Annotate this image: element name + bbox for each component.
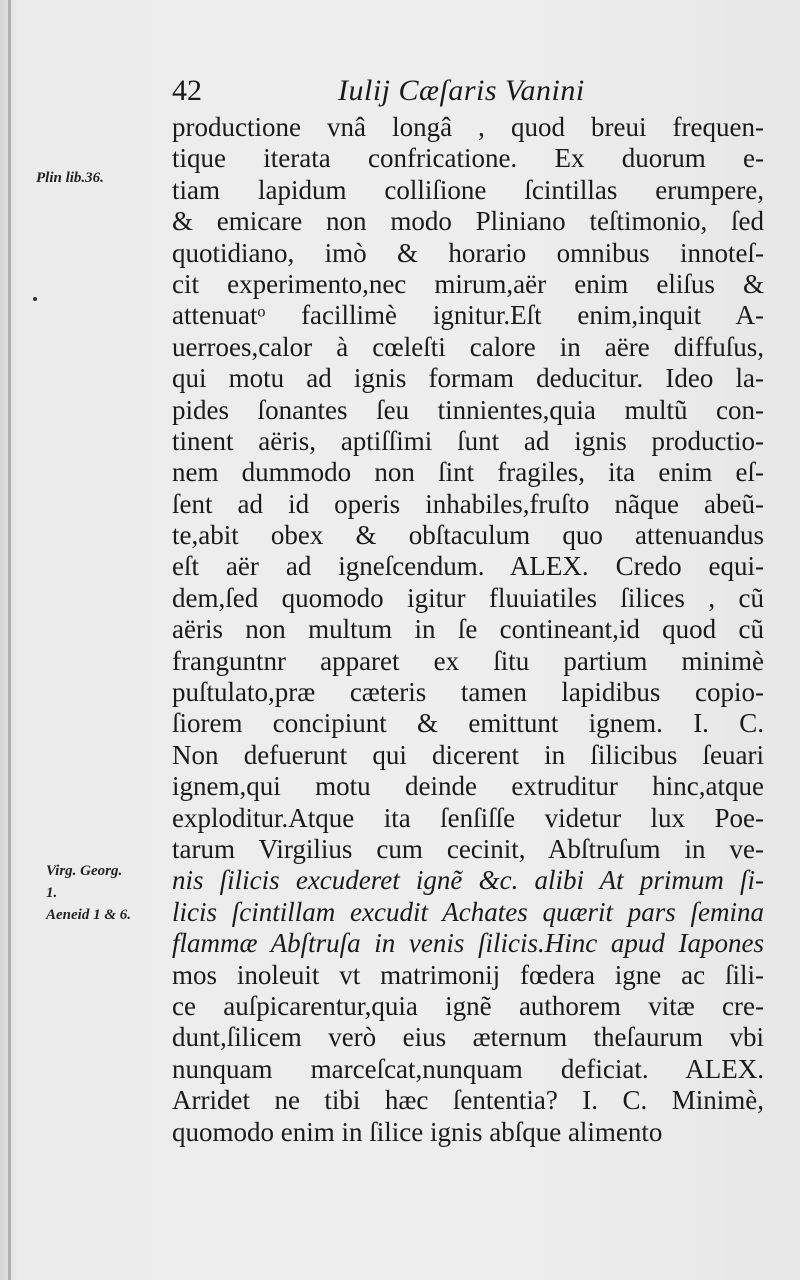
text-line: quomodo enim in ſilice ignis abſque alimento: [172, 1116, 663, 1147]
page-header: [172, 74, 762, 114]
text-line: ce auſpicarentur,quia ignẽ authorem vitæ cre-: [172, 990, 764, 1021]
text-line: tinent aëris, aptiſſimi ſunt ad ignis productio-: [172, 425, 764, 456]
text-line-quote: licis ſcintillam excudit Achates quærit pars ſemina: [172, 896, 764, 927]
text-line: te,abit obex & obſtaculum quo attenuandus: [172, 520, 764, 551]
text-line: dunt,ſilicem verò eius æternum theſaurum vbi: [172, 1022, 764, 1053]
text-line: uerroes,calor à cœleſti calore in aëre diffuſus,: [172, 331, 764, 362]
margin-note-virgil: [46, 860, 131, 926]
text-line: exploditur.Atque ita ſenſiſſe videtur lux Poe-: [172, 802, 764, 833]
running-title: Iulij Cæſaris Vanini: [338, 74, 585, 107]
text-line: eſt aër ad igneſcendum. ALEX. Credo equi-: [172, 551, 764, 582]
ink-speck: [33, 297, 37, 301]
margin-note-virgil-line3: Aeneid 1 & 6.: [46, 907, 131, 923]
text-line: nem dummodo non ſint fragiles, ita enim eſ-: [172, 457, 764, 488]
text-line: aëris non multum in ſe contineant,id quod cũ: [172, 614, 764, 645]
margin-note-virgil-line1: Virg. Georg.: [46, 863, 123, 879]
text-line: dem,ſed quomodo igitur fluuiatiles ſilices , cũ: [172, 582, 764, 613]
text-line-quote: nis ſilicis excuderet ignẽ &c. alibi At primum ſi-: [172, 865, 764, 896]
margin-note-virgil-line2: 1.: [46, 885, 58, 901]
text-line: productione vnâ longâ , quod breui frequen-: [172, 112, 764, 142]
margin-note-plinius: Plin lib.36.: [36, 170, 104, 186]
text-line: Non defuerunt qui dicerent in ſilicibus ſeuari: [172, 739, 764, 770]
text-line: pides ſonantes ſeu tinnientes,quia multũ con-: [172, 394, 764, 425]
text-line-quote: flammæ Abſtruſa in venis ſilicis.Hinc apud Iapones: [172, 928, 764, 959]
text-line: attenuatᵒ facillimè ignitur.Eſt enim,inquit A-: [172, 300, 764, 331]
text-line: Arridet ne tibi hæc ſententia? I. C. Minimè,: [172, 1085, 764, 1116]
text-line: quotidiano, imò & horario omnibus innoteſ-: [172, 237, 764, 268]
text-line: mos inoleuit vt matrimonij fœdera igne ac ſili-: [172, 959, 764, 990]
text-line: & emicare non modo Pliniano teſtimonio, ſed: [172, 206, 764, 237]
body-text: [172, 112, 764, 1148]
text-line: puſtulato,præ cæteris tamen lapidibus copio-: [172, 677, 764, 708]
text-line: ſiorem concipiunt & emittunt ignem. I. C.: [172, 708, 764, 739]
text-line: tarum Virgilius cum cecinit, Abſtruſum in ve-: [172, 833, 764, 864]
text-line: cit experimento,nec mirum,aër enim eliſus &: [172, 268, 764, 299]
page-number: 42: [172, 74, 202, 107]
text-line: franguntnr apparet ex ſitu partium minimè: [172, 645, 764, 676]
text-line: tiam lapidum colliſione ſcintillas erumpere,: [172, 174, 764, 205]
text-line: ignem,qui motu deinde extruditur hinc,atque: [172, 771, 764, 802]
text-line: ſent ad id operis inhabiles,fruſto nãque abeũ-: [172, 488, 764, 519]
gutter-shadow: [8, 0, 11, 1280]
text-line: tique iterata confricatione. Ex duorum e-: [172, 143, 764, 174]
text-line: qui motu ad ignis formam deducitur. Ideo la-: [172, 363, 764, 394]
text-line: nunquam marceſcat,nunquam deficiat. ALEX.: [172, 1053, 764, 1084]
